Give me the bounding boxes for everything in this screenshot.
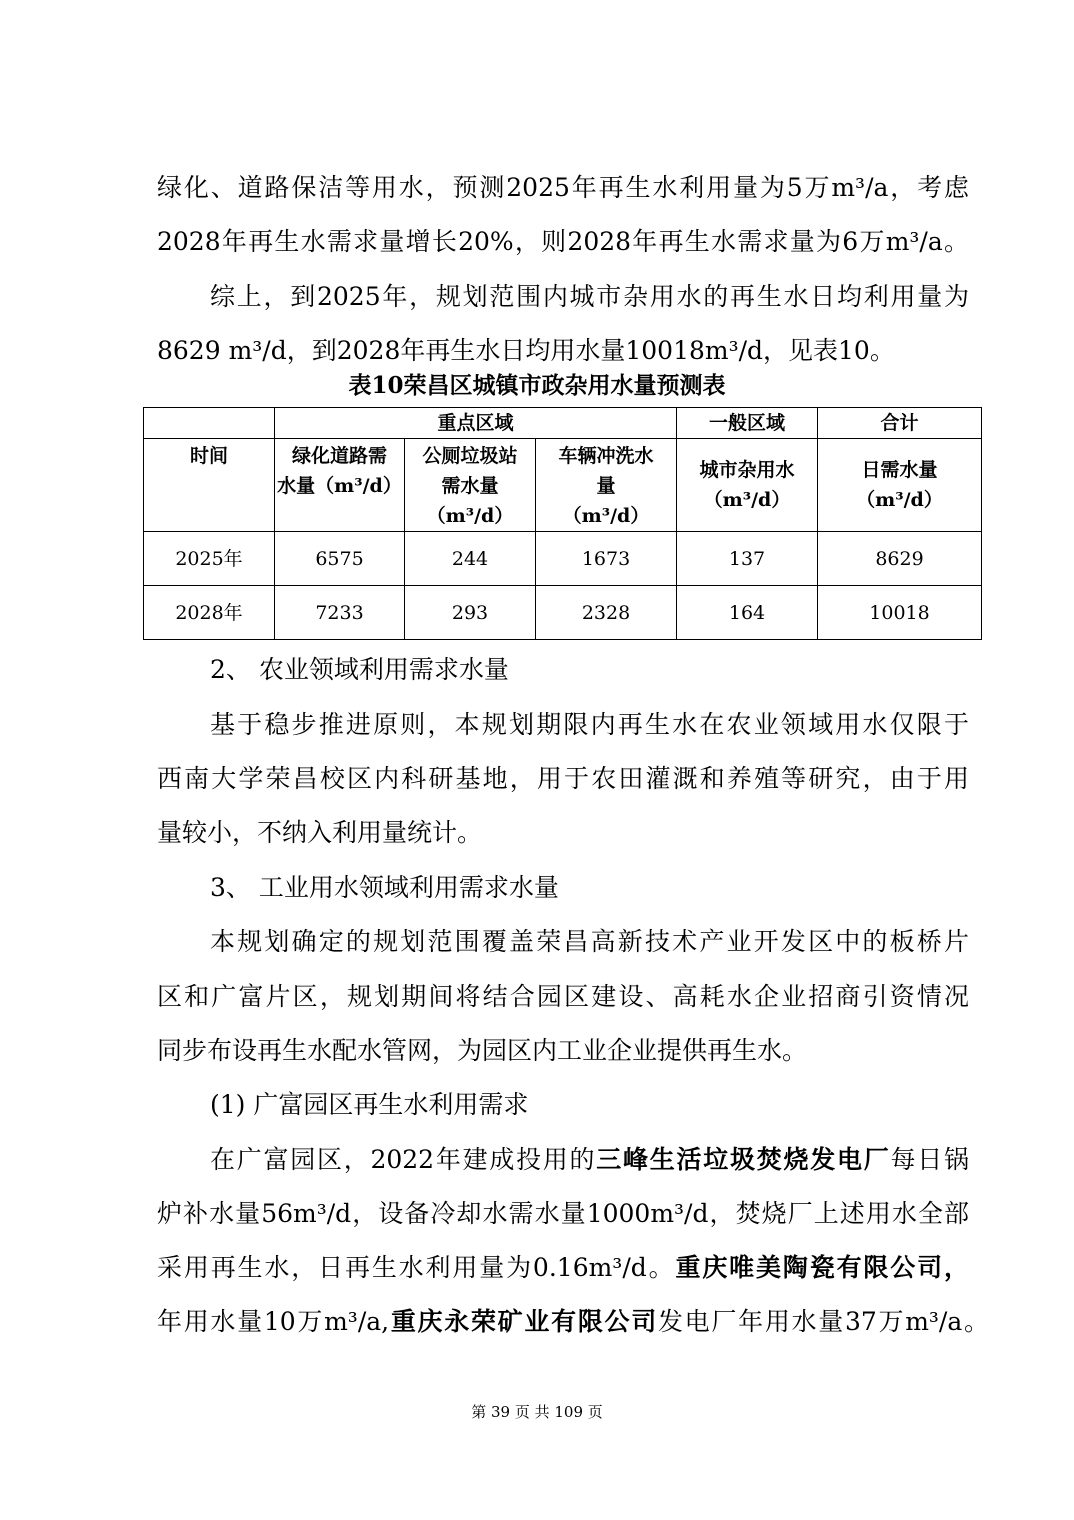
cell-green: 7233 (275, 586, 405, 640)
table-row (144, 532, 982, 586)
cell-city: 137 (677, 532, 818, 586)
cell-vehicle: 1673 (536, 532, 677, 586)
header-daily (818, 439, 982, 532)
header-text: （m³/d） (562, 505, 650, 527)
header-text: （m³/d） (703, 489, 791, 511)
header-text: 城市杂用水 (699, 459, 795, 481)
company-name: 重庆永荣矿业有限公司 (389, 1307, 658, 1336)
header-text: 水量（m³/d） (277, 475, 402, 497)
cell-year: 2025年 (144, 532, 275, 586)
header-text: 日需水量 (861, 459, 938, 481)
paragraph-line: 量较小，不纳入利用量统计。 (157, 818, 483, 847)
text-run: 在广富园区，2022年建成投用的 (210, 1145, 597, 1174)
table-row (144, 586, 982, 640)
paragraph-line: 2028年再生水需求量增长20%，则2028年再生水需求量为6万m³/a。 (157, 227, 969, 256)
paragraph-line: 基于稳步推进原则，本规划期限内再生水在农业领域用水仅限于 (210, 710, 969, 739)
paragraph-line: 8629 m³/d，到2028年再生水日均用水量10018m³/d，见表10。 (157, 336, 895, 365)
table-title: 表10荣昌区城镇市政杂用水量预测表 (348, 372, 726, 399)
cell-toilet: 293 (405, 586, 536, 640)
paragraph-line (210, 1140, 969, 1180)
header-text: （m³/d） (426, 505, 514, 527)
cell-year: 2028年 (144, 586, 275, 640)
header-text: 需水量 (441, 475, 499, 497)
section-heading: 2、 农业领域利用需求水量 (210, 655, 509, 684)
paragraph-line: 西南大学荣昌校区内科研基地，用于农田灌溉和养殖等研究，由于用 (157, 764, 969, 793)
cell-toilet: 244 (405, 532, 536, 586)
section-heading: 3、 工业用水领域利用需求水量 (210, 873, 559, 902)
header-city (677, 439, 818, 532)
paragraph-line: 同步布设再生水配水管网，为园区内工业企业提供再生水。 (157, 1036, 808, 1065)
page-number-footer: 第 39 页 共 109 页 (471, 1403, 603, 1421)
paragraph-line: 本规划确定的规划范围覆盖荣昌高新技术产业开发区中的板桥片 (210, 927, 969, 956)
header-toilet (405, 439, 536, 532)
header-text: （m³/d） (856, 489, 943, 511)
cell-city: 164 (677, 586, 818, 640)
company-name: 重庆唯美陶瓷有限公司， (675, 1253, 969, 1282)
text-run: 采用再生水，日再生水利用量为0.16m³/d。 (157, 1253, 676, 1282)
cell-daily: 10018 (818, 586, 982, 640)
table-corner-cell (144, 408, 275, 439)
header-vehicle (536, 439, 677, 532)
water-demand-table (143, 407, 982, 640)
header-text: 绿化道路需 (291, 445, 387, 467)
subsection-heading: (1) 广富园区再生水利用需求 (210, 1090, 529, 1119)
header-general-area: 一般区域 (677, 408, 818, 439)
paragraph-line: 区和广富片区，规划期间将结合园区建设、高耗水企业招商引资情况 (157, 982, 969, 1011)
company-name: 三峰生活垃圾焚烧发电厂 (596, 1145, 891, 1174)
cell-daily: 8629 (818, 532, 982, 586)
text-run: 发电厂年用水量37万m³/a。 (657, 1307, 989, 1336)
header-text: 量 (596, 475, 616, 497)
header-text: 车辆冲洗水 (558, 445, 654, 467)
paragraph-line (157, 1248, 969, 1288)
paragraph-line: 绿化、道路保洁等用水，预测2025年再生水利用量为5万m³/a，考虑 (157, 173, 969, 202)
header-text: 公厕垃圾站 (422, 445, 518, 467)
cell-vehicle: 2328 (536, 586, 677, 640)
header-key-area: 重点区域 (275, 408, 677, 439)
text-run: 每日锅 (890, 1145, 969, 1174)
paragraph-line: 综上，到2025年，规划范围内城市杂用水的再生水日均利用量为 (210, 282, 969, 311)
cell-green: 6575 (275, 532, 405, 586)
header-time: 时间 (144, 439, 275, 532)
header-total: 合计 (818, 408, 982, 439)
header-green-road (275, 439, 405, 532)
paragraph-line (157, 1302, 989, 1342)
text-run: 年用水量10万m³/a, (157, 1307, 390, 1336)
paragraph-line: 炉补水量56m³/d，设备冷却水需水量1000m³/d，焚烧厂上述用水全部 (157, 1199, 969, 1228)
